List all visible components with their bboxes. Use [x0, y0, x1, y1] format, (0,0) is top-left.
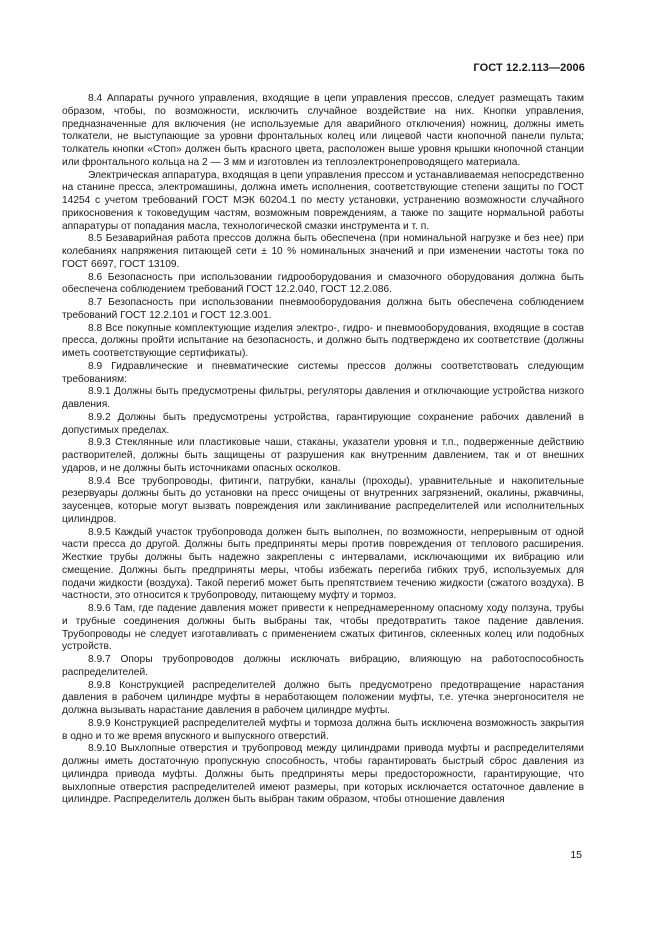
- paragraph: 8.9.4 Все трубопроводы, фитинги, патрубки, каналы (проходы), уравнительные и накопительные резервуары должны быть до установки на пресс очищены от внутренних загрязнений, окалины, ржавчины, заусенцев, которые могут вызвать повреждения или заклинивание распределителей или исполнительных цилиндров.: [62, 475, 584, 525]
- document-body: [62, 93, 584, 807]
- paragraph: 8.4 Аппараты ручного управления, входящие в цепи управления прессов, следует размещать таким образом, чтобы, по возможности, исключить случайное воздействие на них. Кнопки управления, предназначенные для включения (не используемые для аварийного отключения) ножниц, должны иметь толкатели, не выступающие за уровни фронтальных колец или лицевой части кнопочной панели пульта; толкатель кнопки «Стоп» должен быть красного цвета, расположен выше уровня крышки кнопочной станции или фронтального кольца на 2 — 3 мм и изготовлен из теплоэлектронепроводящего материала.: [62, 93, 584, 168]
- paragraph: 8.9.10 Выхлопные отверстия и трубопровод между цилиндрами привода муфты и распределителями должны иметь достаточную пропускную способность, чтобы гарантировать быстрый сброс давления из цилиндра привода муфты. Должны быть предприняты меры предосторожности, гарантирующие, что выхлопные отверстия распределителей имеют размеры, при которых исключается остаточное давление в цилиндре. Распределитель должен быть выбран таким образом, чтобы отношение давления: [62, 743, 584, 806]
- paragraph: 8.6 Безопасность при использовании гидрооборудования и смазочного оборудования должна быть обеспечена соблюдением требований ГОСТ 12.2.040, ГОСТ 12.2.086.: [62, 271, 584, 296]
- paragraph: 8.9.5 Каждый участок трубопровода должен быть выполнен, по возможности, непрерывным от одной части пресса до другой. Должны быть предприняты меры против повреждения от теплового расширения. Жесткие трубы должны быть надежно закреплены с интервалами, исключающими их вибрацию или смещение. Должны быть предприняты меры, чтобы избежать перегиба гибких труб, используемых для подачи жидкости (воздуха). Такой перегиб может быть препятствием течению жидкости (сжатого воздуха). В частности, это относится к трубопроводу, питающему муфту и тормоз.: [62, 526, 584, 602]
- paragraph: Электрическая аппаратура, входящая в цепи управления прессом и устанавливаемая непосредственно на станине пресса, электромашины, должна иметь исполнения, соответствующие степени защиты по ГОСТ 14254 с учетом требований ГОСТ МЭК 60204.1 по месту установки, устранению возможности случайного прикосновения к токоведущим частям, возможным повреждениям, а также по защите нормальной работы аппаратуры от попадания масла, технологической смазки инструмента и т. п.: [62, 169, 584, 232]
- paragraph: 8.7 Безопасность при использовании пневмооборудования должна быть обеспечена соблюдением требований ГОСТ 12.2.101 и ГОСТ 12.3.001.: [62, 297, 584, 321]
- paragraph: 8.9.8 Конструкцией распределителей должно быть предусмотрено предотвращение нарастания давления в рабочем цилиндре муфты в неработающем положении муфты, т.е. утечка энергоносителя не должна вызывать нарастание давления в рабочем цилиндре муфты.: [62, 679, 584, 716]
- paragraph: 8.9.7 Опоры трубопроводов должны исключать вибрацию, влияющую на работоспособность распределителей.: [62, 654, 584, 678]
- paragraph: 8.9.3 Стеклянные или пластиковые чаши, стаканы, указатели уровня и т.п., подверженные действию растворителей, должны быть защищены от разрушения как внутренним давлением, так и от внешних ударов, и не должны быть источниками опасных осколков.: [62, 437, 584, 474]
- paragraph: 8.9.9 Конструкцией распределителей муфты и тормоза должна быть исключена возможность закрытия в одно и то же время впускного и выпускного отверстий.: [62, 717, 584, 742]
- document-header: ГОСТ 12.2.113—2006: [473, 62, 585, 74]
- paragraph: 8.9 Гидравлические и пневматические системы прессов должны соответствовать следующим требованиям:: [62, 360, 584, 385]
- paragraph: 8.5 Безаварийная работа прессов должна быть обеспечена (при номинальной нагрузке и без нее) при колебаниях напряжения питающей сети ± 10 % номинальных значений и при изменении частоты тока по ГОСТ 6697, ГОСТ 13109.: [62, 233, 584, 270]
- paragraph: 8.9.6 Там, где падение давления может привести к непреднамеренному опасному ходу ползуна, трубы и трубные соединения должны быть выбраны так, чтобы предотвратить такое падение давления. Трубопроводы не следует изготавливать с применением сжатых фитингов, склеенных колец или подобных устройств.: [62, 603, 584, 653]
- paragraph: 8.9.1 Должны быть предусмотрены фильтры, регуляторы давления и отключающие устройства низкого давления.: [62, 386, 584, 410]
- paragraph: 8.8 Все покупные комплектующие изделия электро-, гидро- и пневмооборудования, входящие в состав пресса, должны пройти испытание на безопасность, и должно быть подтверждено их соответствие (должны иметь соответствующие сертификаты).: [62, 322, 584, 359]
- page-number: 15: [570, 849, 582, 861]
- paragraph: 8.9.2 Должны быть предусмотрены устройства, гарантирующие сохранение рабочих давлений в допустимых пределах.: [62, 411, 584, 436]
